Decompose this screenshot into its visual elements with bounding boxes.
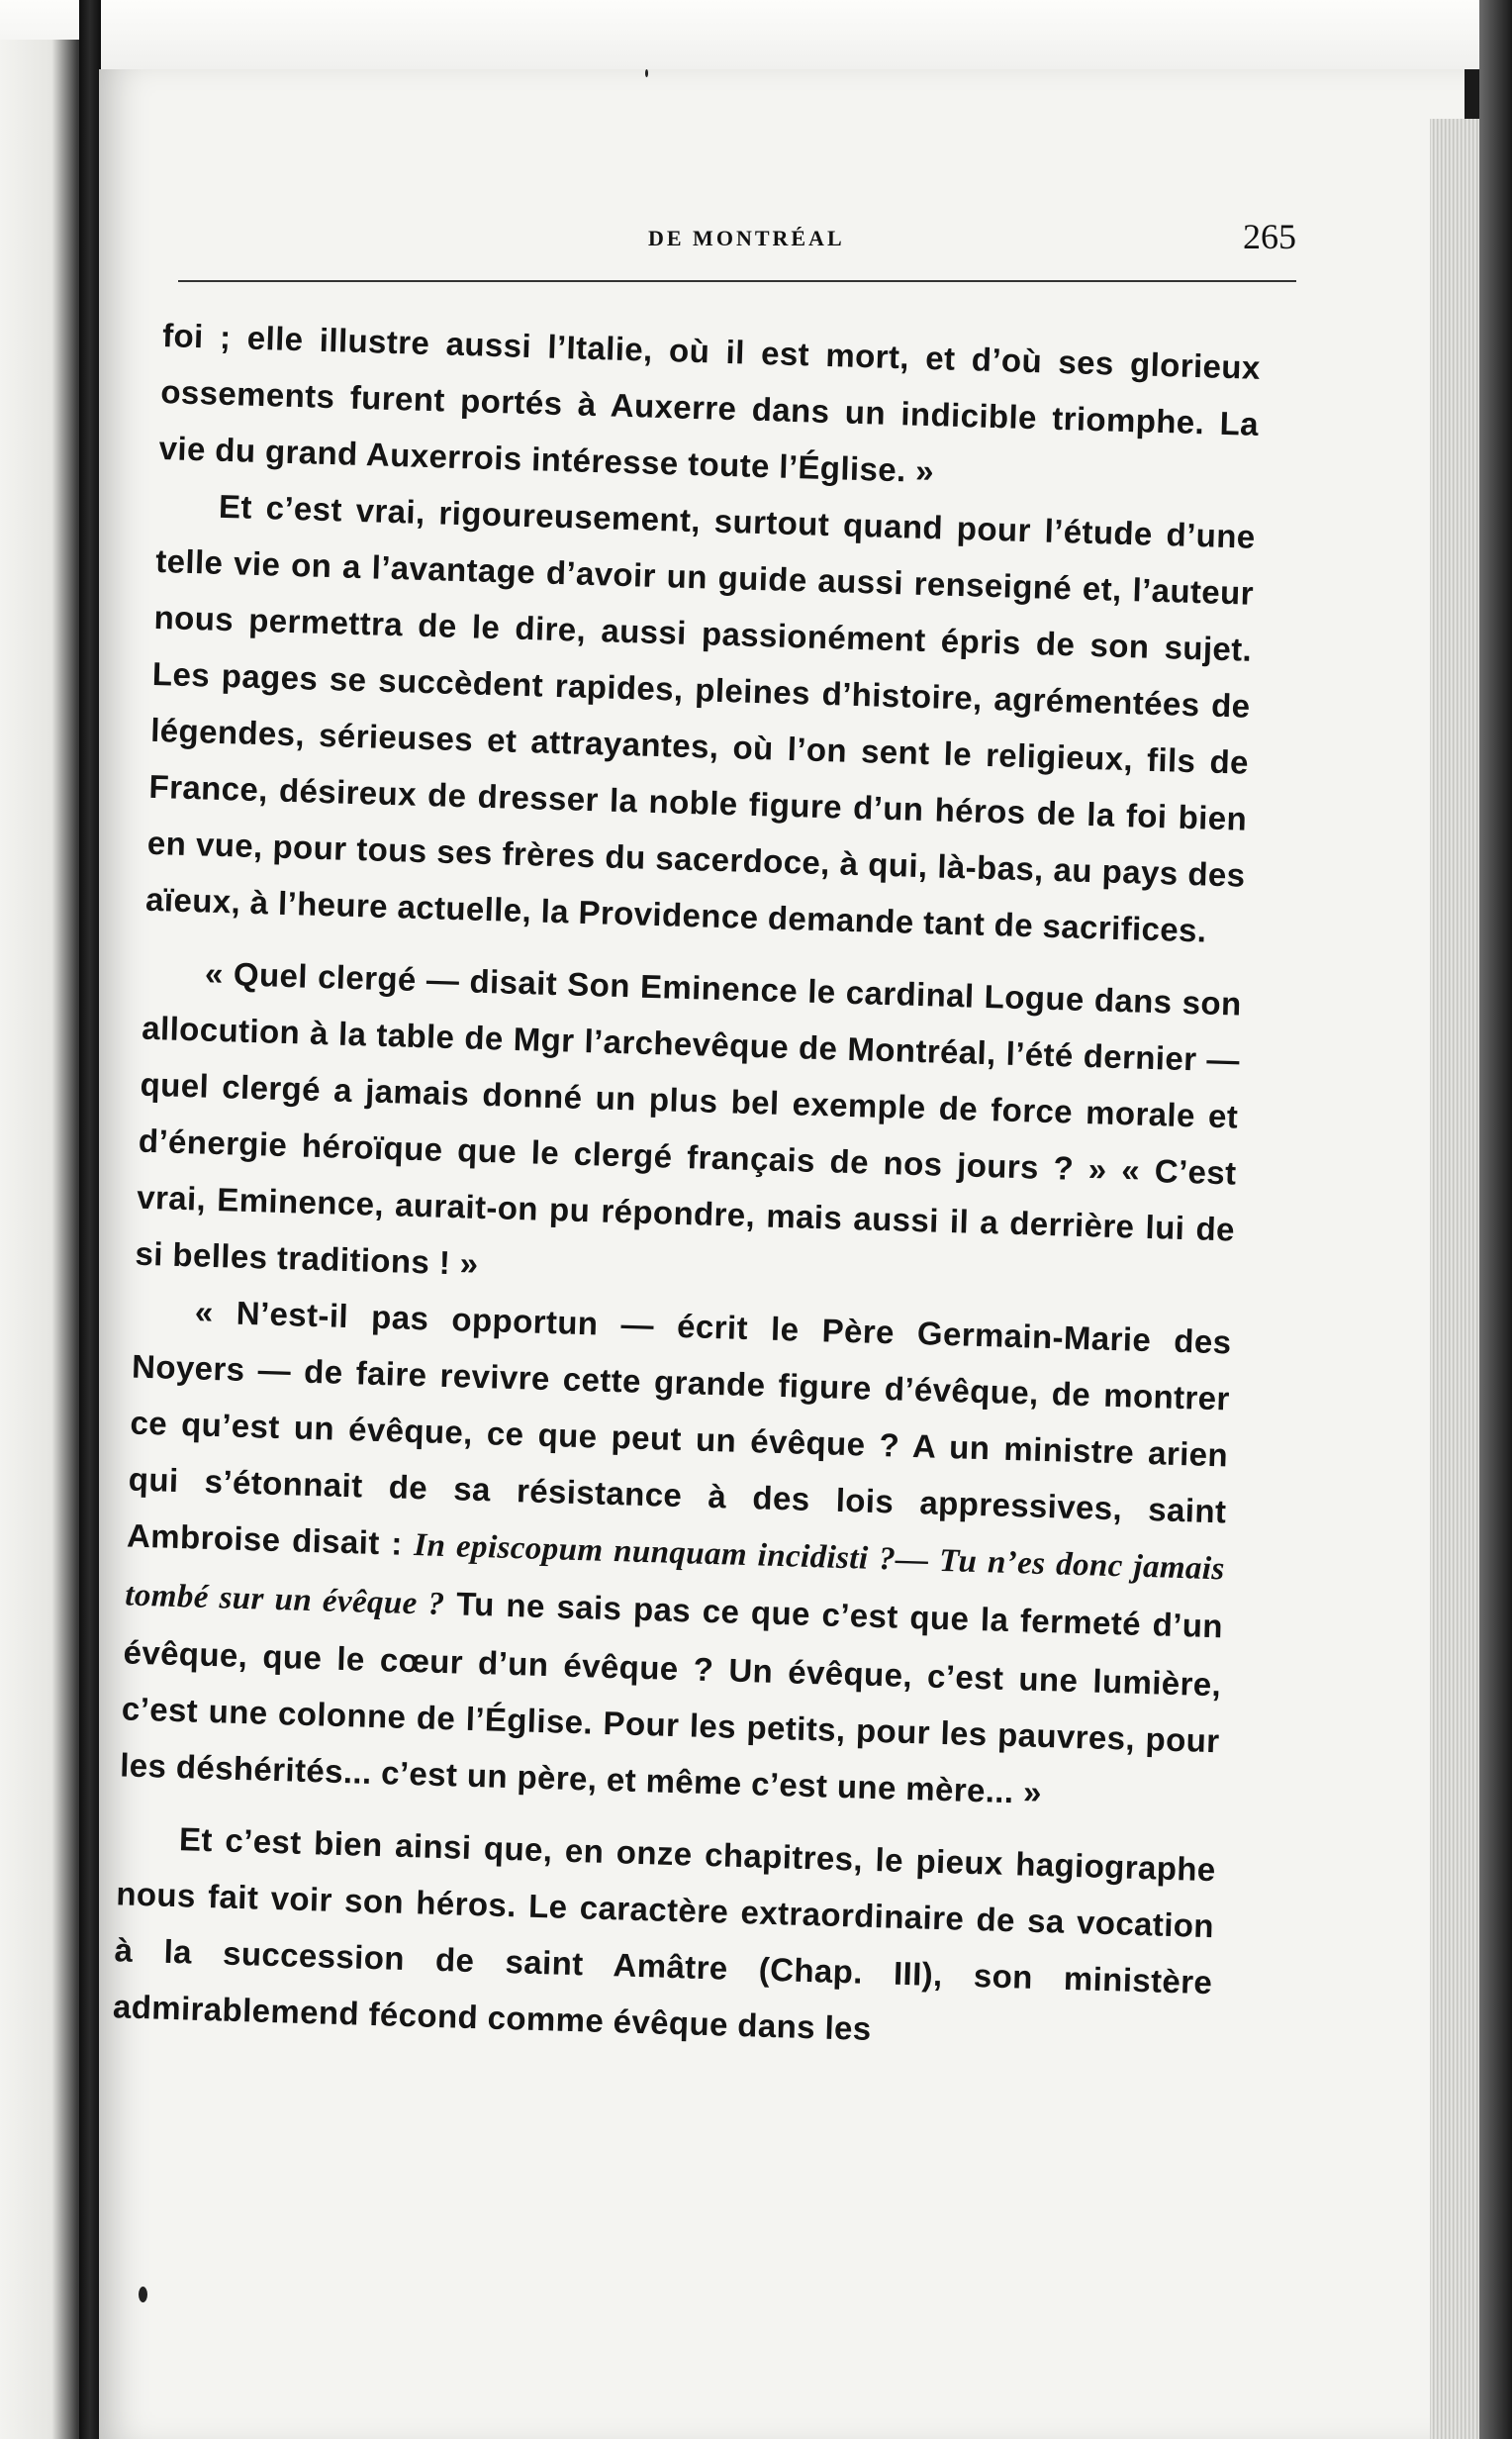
paragraph-4 [119,1282,1232,1826]
page-stack-edge [1430,119,1479,2439]
dust-speck [645,69,648,77]
page-header [178,216,1296,275]
quote-continuation: Tu ne sais pas ce que c’est que la fermeté d’un évêque, que le cœur d’un évêque ? Un évêque, c’est une lumière, c’est une colonne de l’Église. Pour les petits, pour les pauvres, pour les déshérités... c’est un père, et même c’est une mère... » [119,1585,1224,1810]
quote-intro: « N’est-il pas opportun — écrit le Père Germain-Marie des Noyers — de faire revivre cette grande figure d’évêque, de montrer ce qu’est un évêque, ce que peut un évêque ? A un ministre arien qui s’étonnait de sa résistance à des lois appressives, saint Ambroise disait : [126,1293,1232,1562]
running-head: DE MONTRÉAL [648,226,845,250]
header-rule [178,280,1296,282]
scan-top-margin [0,0,1512,69]
paragraph-5: Et c’est bien ainsi que, en onze chapitres, le pieux hagiographe nous fait voir son héros. Le caractère extraordinaire de sa vocation à la succession de saint Amâtre (Chap. III), son ministère admirablemend fécond comme évêque dans les [112,1820,1217,2047]
paragraph-2: Et c’est vrai, rigoureusement, surtout quand pour l’étude d’une telle vie on a l’avantage d’avoir un guide aussi renseigné et, l’auteur nous permettra de le dire, aussi passionément épris de son sujet. Les pages se succèdent rapides, pleines d’histoire, agrémentées de légendes, sérieuses et attrayantes, où l’on sent le religieux, fils de France, désireux de dresser la noble figure d’un héros de la foi bien en vue, pour tous ses frères du sacerdoce, à qui, là-bas, au pays des aïeux, à l’heure actuelle, la Providence demande tant de sacrifices. [144,487,1257,949]
scan-right-margin [1479,0,1512,2439]
page-number: 265 [1243,217,1296,256]
paragraph-1: foi ; elle illustre aussi l’Italie, où il est mort, et d’où ses glorieux ossements furent portés à Auxerre dans un indicible triomphe. La vie du grand Auxerrois intéresse toute l’Église. » [158,316,1262,490]
book-spine [79,0,101,2439]
dust-speck [139,2287,147,2302]
paragraph-3: « Quel clergé — disait Son Eminence le cardinal Logue dans son allocution à la table de Mgr l’archevêque de Montréal, l’été dernier — quel clergé a jamais donné un plus bel exemple de force morale et d’énergie héroïque que le clergé français de nos jours ? » « C’est vrai, Eminence, aurait-on pu répondre, mais aussi il a derrière lui de si belles traditions ! » [135,954,1243,1282]
latin-quote: In episcopum nunquam incidisti ?— Tu n’es donc jamais tombé sur un évêque ? [124,1527,1226,1623]
body-text [112,307,1261,2067]
